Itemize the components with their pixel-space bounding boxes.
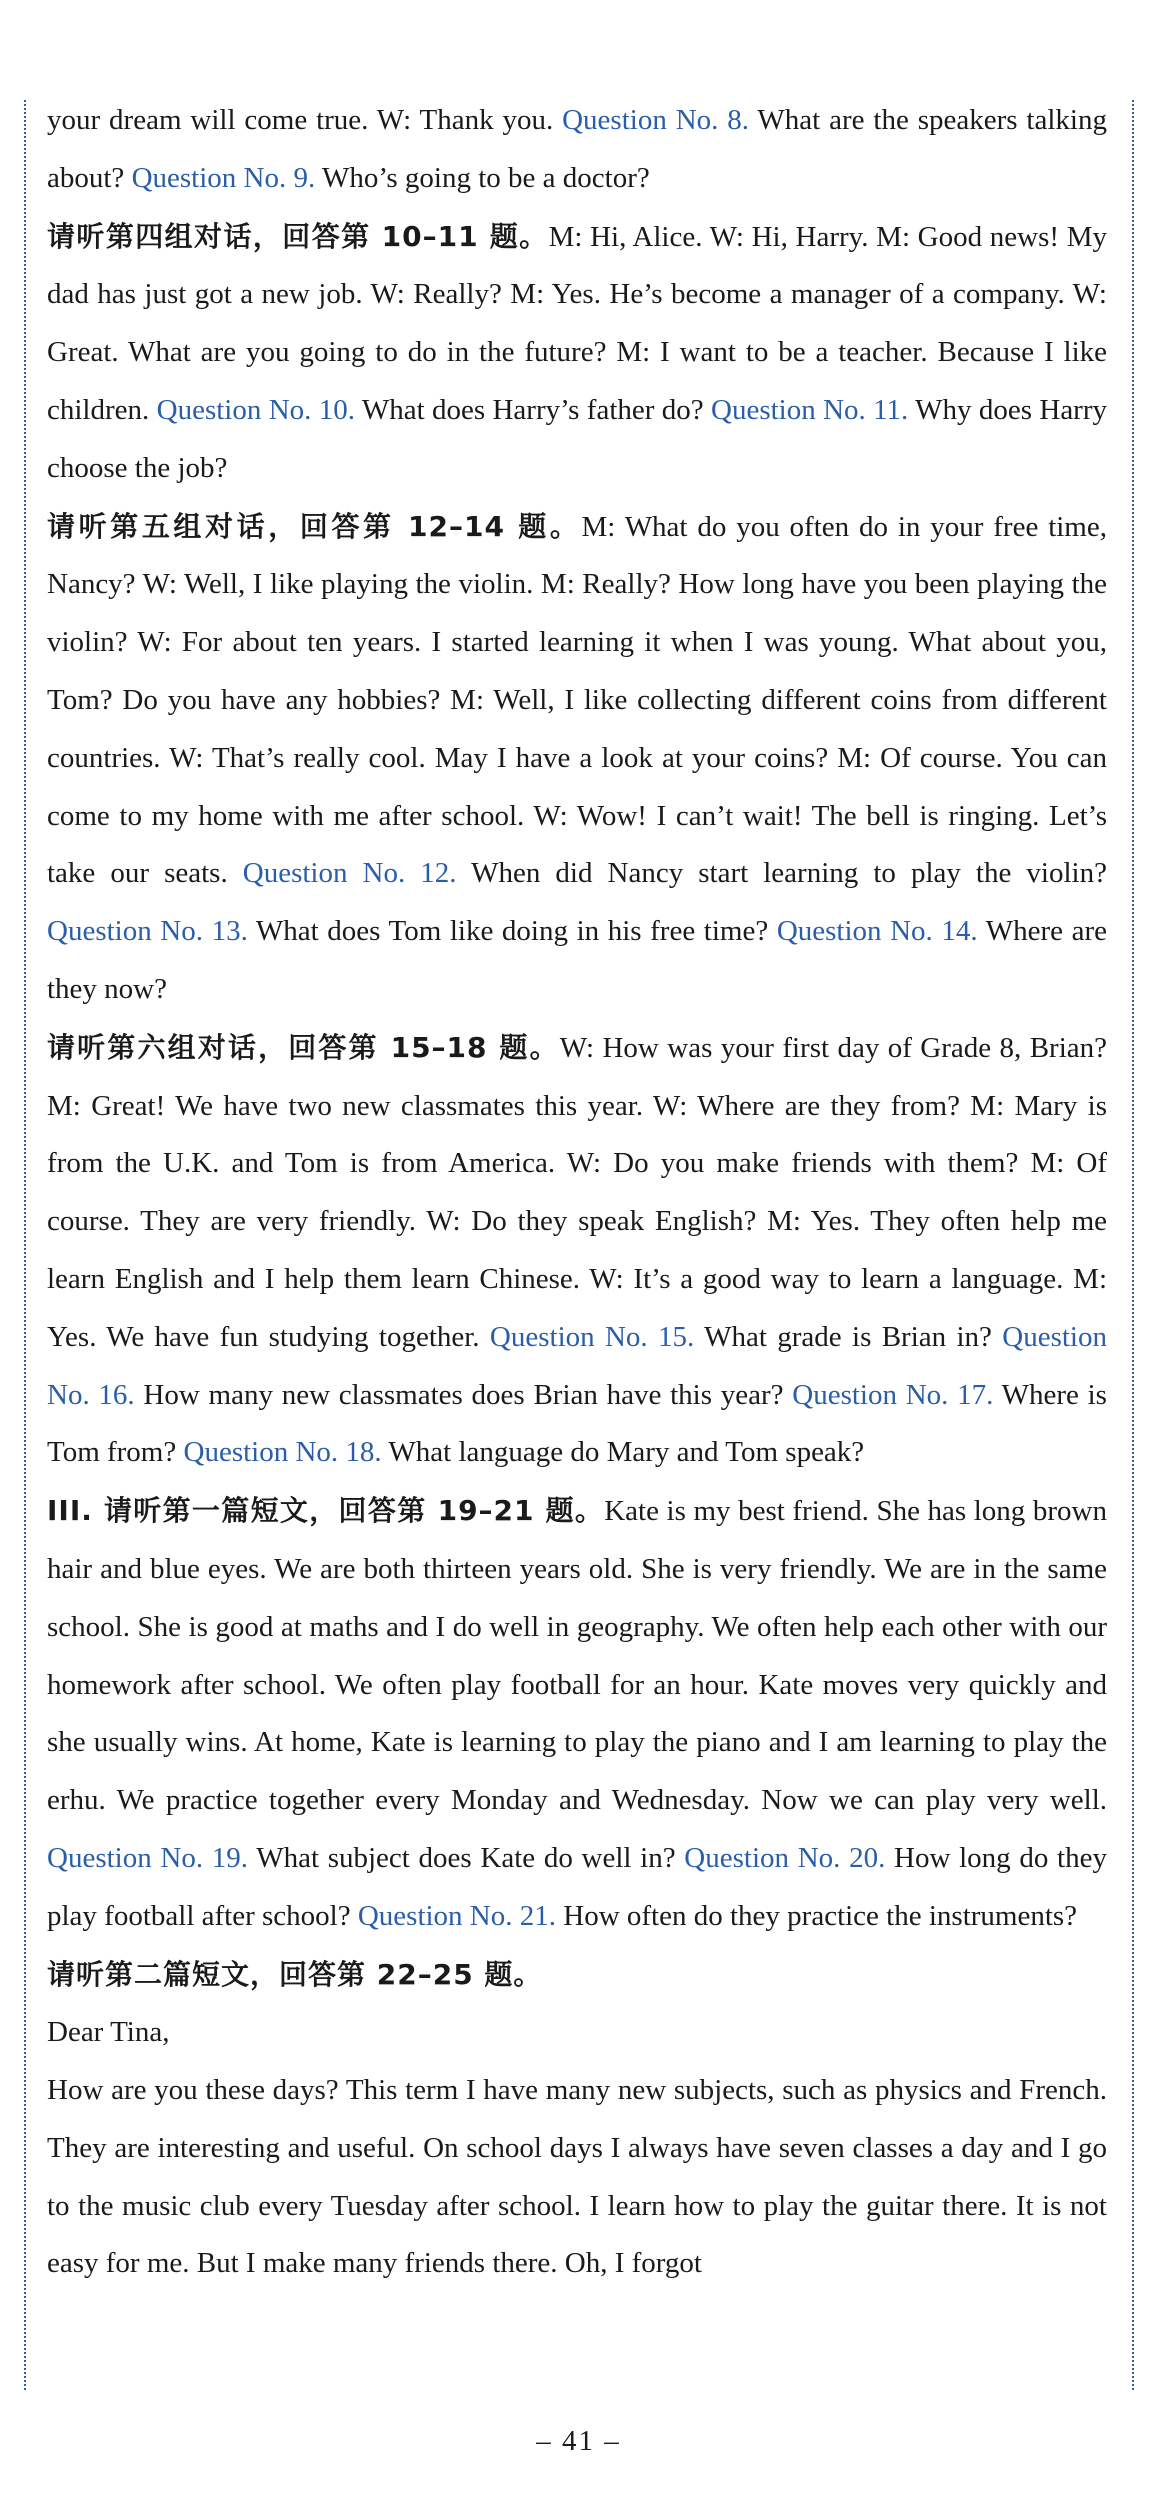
question-label: Question No. 19. (47, 1841, 249, 1874)
paragraph-6 (47, 1946, 1107, 2005)
section-heading: 请听第六组对话，回答第 15–18 题。 (47, 1030, 560, 1064)
letter-body (47, 2062, 1107, 2293)
question-label: Question No. 12. (242, 857, 457, 890)
question-label: Question No. 8. (562, 104, 750, 136)
text-run: Why does Harry choose the job? (47, 393, 1108, 484)
question-label: Question No. 14. (776, 915, 978, 948)
section-heading: 请听第五组对话，回答第 12–14 题。 (47, 509, 582, 543)
paragraph-5 (47, 1482, 1107, 1945)
section-heading: 请听第四组对话，回答第 10–11 题。 (47, 219, 549, 253)
paragraph-1 (47, 92, 1107, 208)
question-label: Question No. 9. (131, 161, 316, 194)
text-run: How many new classmates does Brian have this year? (134, 1378, 793, 1411)
question-label: Question No. 18. (183, 1436, 382, 1469)
text-run: What does Tom like doing in his free time? (247, 915, 777, 948)
question-label: Question No. 16. (47, 1320, 1107, 1411)
left-dotted-border (24, 100, 26, 2390)
text-run: What does Harry’s father do? (355, 393, 712, 426)
text-run: your dream will come true. W: Thank you. (47, 104, 563, 136)
text-run: Where are they now? (47, 915, 1107, 1005)
section-heading: 请听第二篇短文，回答第 22–25 题。 (47, 1957, 543, 1991)
text-run: Who’s going to be a doctor? (315, 161, 650, 194)
text-run: M: What do you often do in your free time, Nancy? W: Well, I like playing the violin. M: Really? How long have you been playing the violin? W: For about ten years. I started learning it when I was young. What about you, Tom? Do you have any hobbies? M: Well, I like collecting different coins from different countries. W: That’s really cool. May I have a look at your coins? M: Of course. You can come to my home with me after school. W: Wow! I can’t wait! The bell is ringing. Let’s take our seats. (47, 510, 1107, 890)
text-run: When did Nancy start learning to play the violin? (456, 857, 1107, 890)
text-run: How long do they play football after school? (47, 1841, 1107, 1932)
text-run: Kate is my best friend. She has long brown hair and blue eyes. We are both thirteen years old. She is very friendly. We are in the same school. She is good at maths and I do well in geography. We often help each other with our homework after school. We often play football for an hour. Kate moves very quickly and she usually wins. At home, Kate is learning to play the piano and I am learning to play the erhu. We practice together every Monday and Wednesday. Now we can play very well. (47, 1495, 1107, 1817)
question-label: Question No. 11. (711, 393, 909, 426)
letter-salutation (47, 2004, 1107, 2062)
question-label: Question No. 10. (156, 393, 355, 426)
question-label: Question No. 17. (792, 1378, 994, 1411)
text-run: How are you these days? This term I have many new subjects, such as physics and French. They are interesting and useful. On school days I always have seven classes a day and I go to the music club every Tuesday after school. I learn how to play the guitar there. It is not easy for me. But I make many friends there. Oh, I forgot (47, 2074, 1107, 2280)
text-run: M: Hi, Alice. W: Hi, Harry. M: Good news! My dad has just got a new job. W: Really? M: Yes. He’s become a manager of a company. W: Great. What are you going to do in the future? M: I want to be a teacher. Because I like children. (47, 220, 1107, 426)
paragraph-3 (47, 498, 1107, 1019)
page-number: – 41 – (536, 2425, 621, 2457)
text-run: What grade is Brian in? (694, 1320, 1003, 1353)
question-label: Question No. 21. (357, 1899, 557, 1932)
text-run: What language do Mary and Tom speak? (381, 1436, 865, 1469)
question-label: Question No. 20. (684, 1841, 886, 1874)
text-run: What subject does Kate do well in? (248, 1841, 685, 1874)
text-run: What are the speakers talking about? (47, 104, 1107, 194)
question-label: Question No. 15. (489, 1320, 695, 1353)
paragraph-4 (47, 1019, 1107, 1482)
question-label: Question No. 13. (47, 915, 248, 948)
text-run: Where is Tom from? (47, 1378, 1107, 1469)
transcript-body (47, 92, 1107, 2293)
paragraph-2 (47, 208, 1107, 498)
text-run: How often do they practice the instruments? (556, 1899, 1078, 1932)
text-run: W: How was your first day of Grade 8, Brian? M: Great! We have two new classmates this year. W: Where are they from? M: Mary is from the U.K. and Tom is from America. W: Do you make friends with them? M: Of course. They are very friendly. W: Do they speak English? M: Yes. They often help me learn English and I help them learn Chinese. W: It’s a good way to learn a language. M: Yes. We have fun studying together. (47, 1031, 1107, 1353)
text-run: Dear Tina, (47, 2016, 170, 2049)
right-dotted-border (1132, 100, 1134, 2390)
section-heading: III. 请听第一篇短文，回答第 19–21 题。 (47, 1494, 605, 1528)
